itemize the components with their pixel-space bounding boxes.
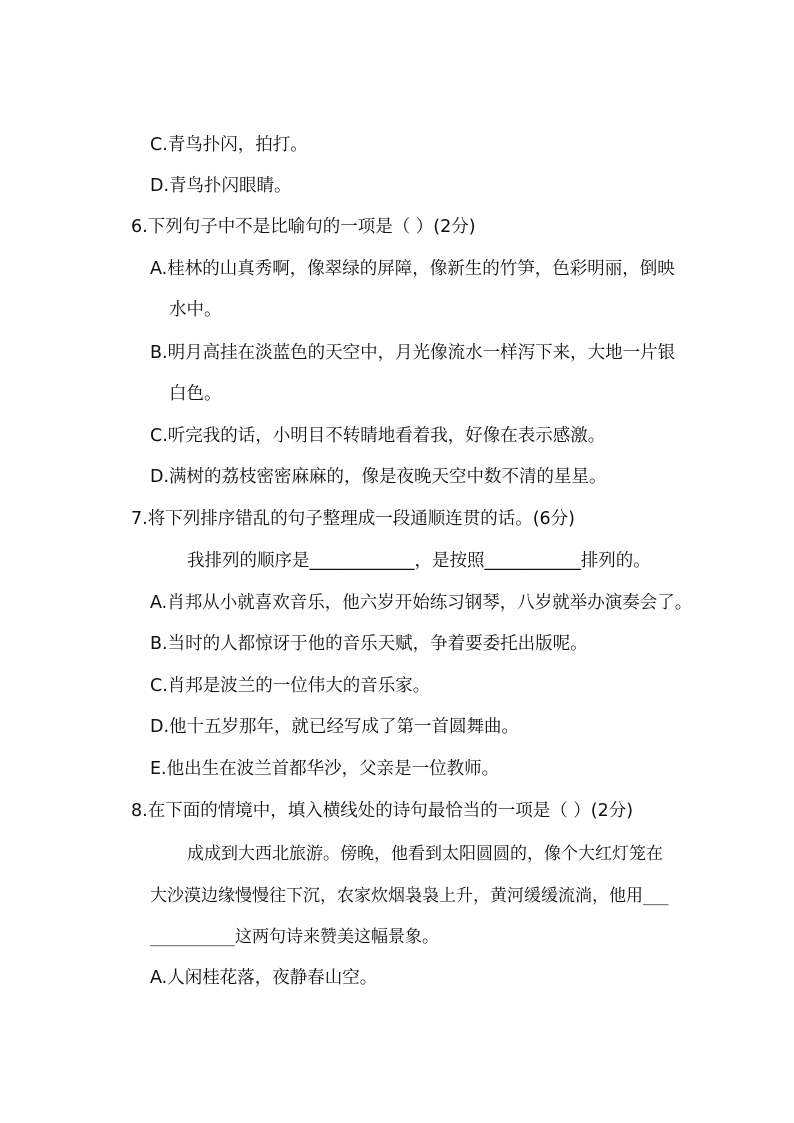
q8-stem: 8.在下面的情境中，填入横线处的诗句最恰当的一项是（ ）(2分) — [131, 801, 634, 821]
q8-option-a: A.人闲桂花落，夜静春山空。 — [150, 968, 378, 988]
q5-option-d: D.青鸟扑闪眼睛。 — [150, 176, 292, 196]
q8-passage-line2: 大沙漠边缘慢慢往下沉，农家炊烟袅袅上升，黄河缓缓流淌，他用___ — [150, 886, 669, 906]
q6-option-b-line2: 白色。 — [169, 384, 222, 404]
q7-option-d: D.他十五岁那年，就已经写成了第一首圆舞曲。 — [150, 717, 520, 737]
q7-option-a: A.肖邦从小就喜欢音乐，他六岁开始练习钢琴，八岁就举办演奏会了。 — [150, 593, 693, 613]
q6-option-a-line2: 水中。 — [169, 300, 222, 320]
q6-option-d: D.满树的荔枝密密麻麻的，像是夜晚天空中数不清的星星。 — [150, 467, 607, 487]
q6-option-c: C.听完我的话，小明目不转睛地看着我，好像在表示感激。 — [150, 426, 606, 446]
q8-passage-line3: __________这两句诗来赞美这幅景象。 — [150, 927, 439, 947]
q6-option-a-line1: A.桂林的山真秀啊，像翠绿的屏障，像新生的竹笋，色彩明丽，倒映 — [150, 259, 675, 279]
q7-option-b: B.当时的人都惊讶于他的音乐天赋，争着要委托出版呢。 — [150, 634, 588, 654]
q7-answer-line: 我排列的顺序是____________，是按照___________排列的。 — [187, 551, 651, 571]
q7-option-c: C.肖邦是波兰的一位伟大的音乐家。 — [150, 676, 431, 696]
q6-stem: 6.下列句子中不是比喻句的一项是（ ）(2分) — [131, 217, 476, 237]
q6-option-b-line1: B.明月高挂在淡蓝色的天空中，月光像流水一样泻下来，大地一片银 — [150, 343, 676, 363]
q5-option-c: C.青鸟扑闪，拍打。 — [150, 135, 308, 155]
q7-stem: 7.将下列排序错乱的句子整理成一段通顺连贯的话。(6分) — [131, 509, 575, 529]
q8-passage-line1: 成成到大西北旅游。傍晚，他看到太阳圆圆的，像个大红灯笼在 — [187, 844, 663, 864]
q7-option-e: E.他出生在波兰首都华沙，父亲是一位教师。 — [150, 759, 500, 779]
